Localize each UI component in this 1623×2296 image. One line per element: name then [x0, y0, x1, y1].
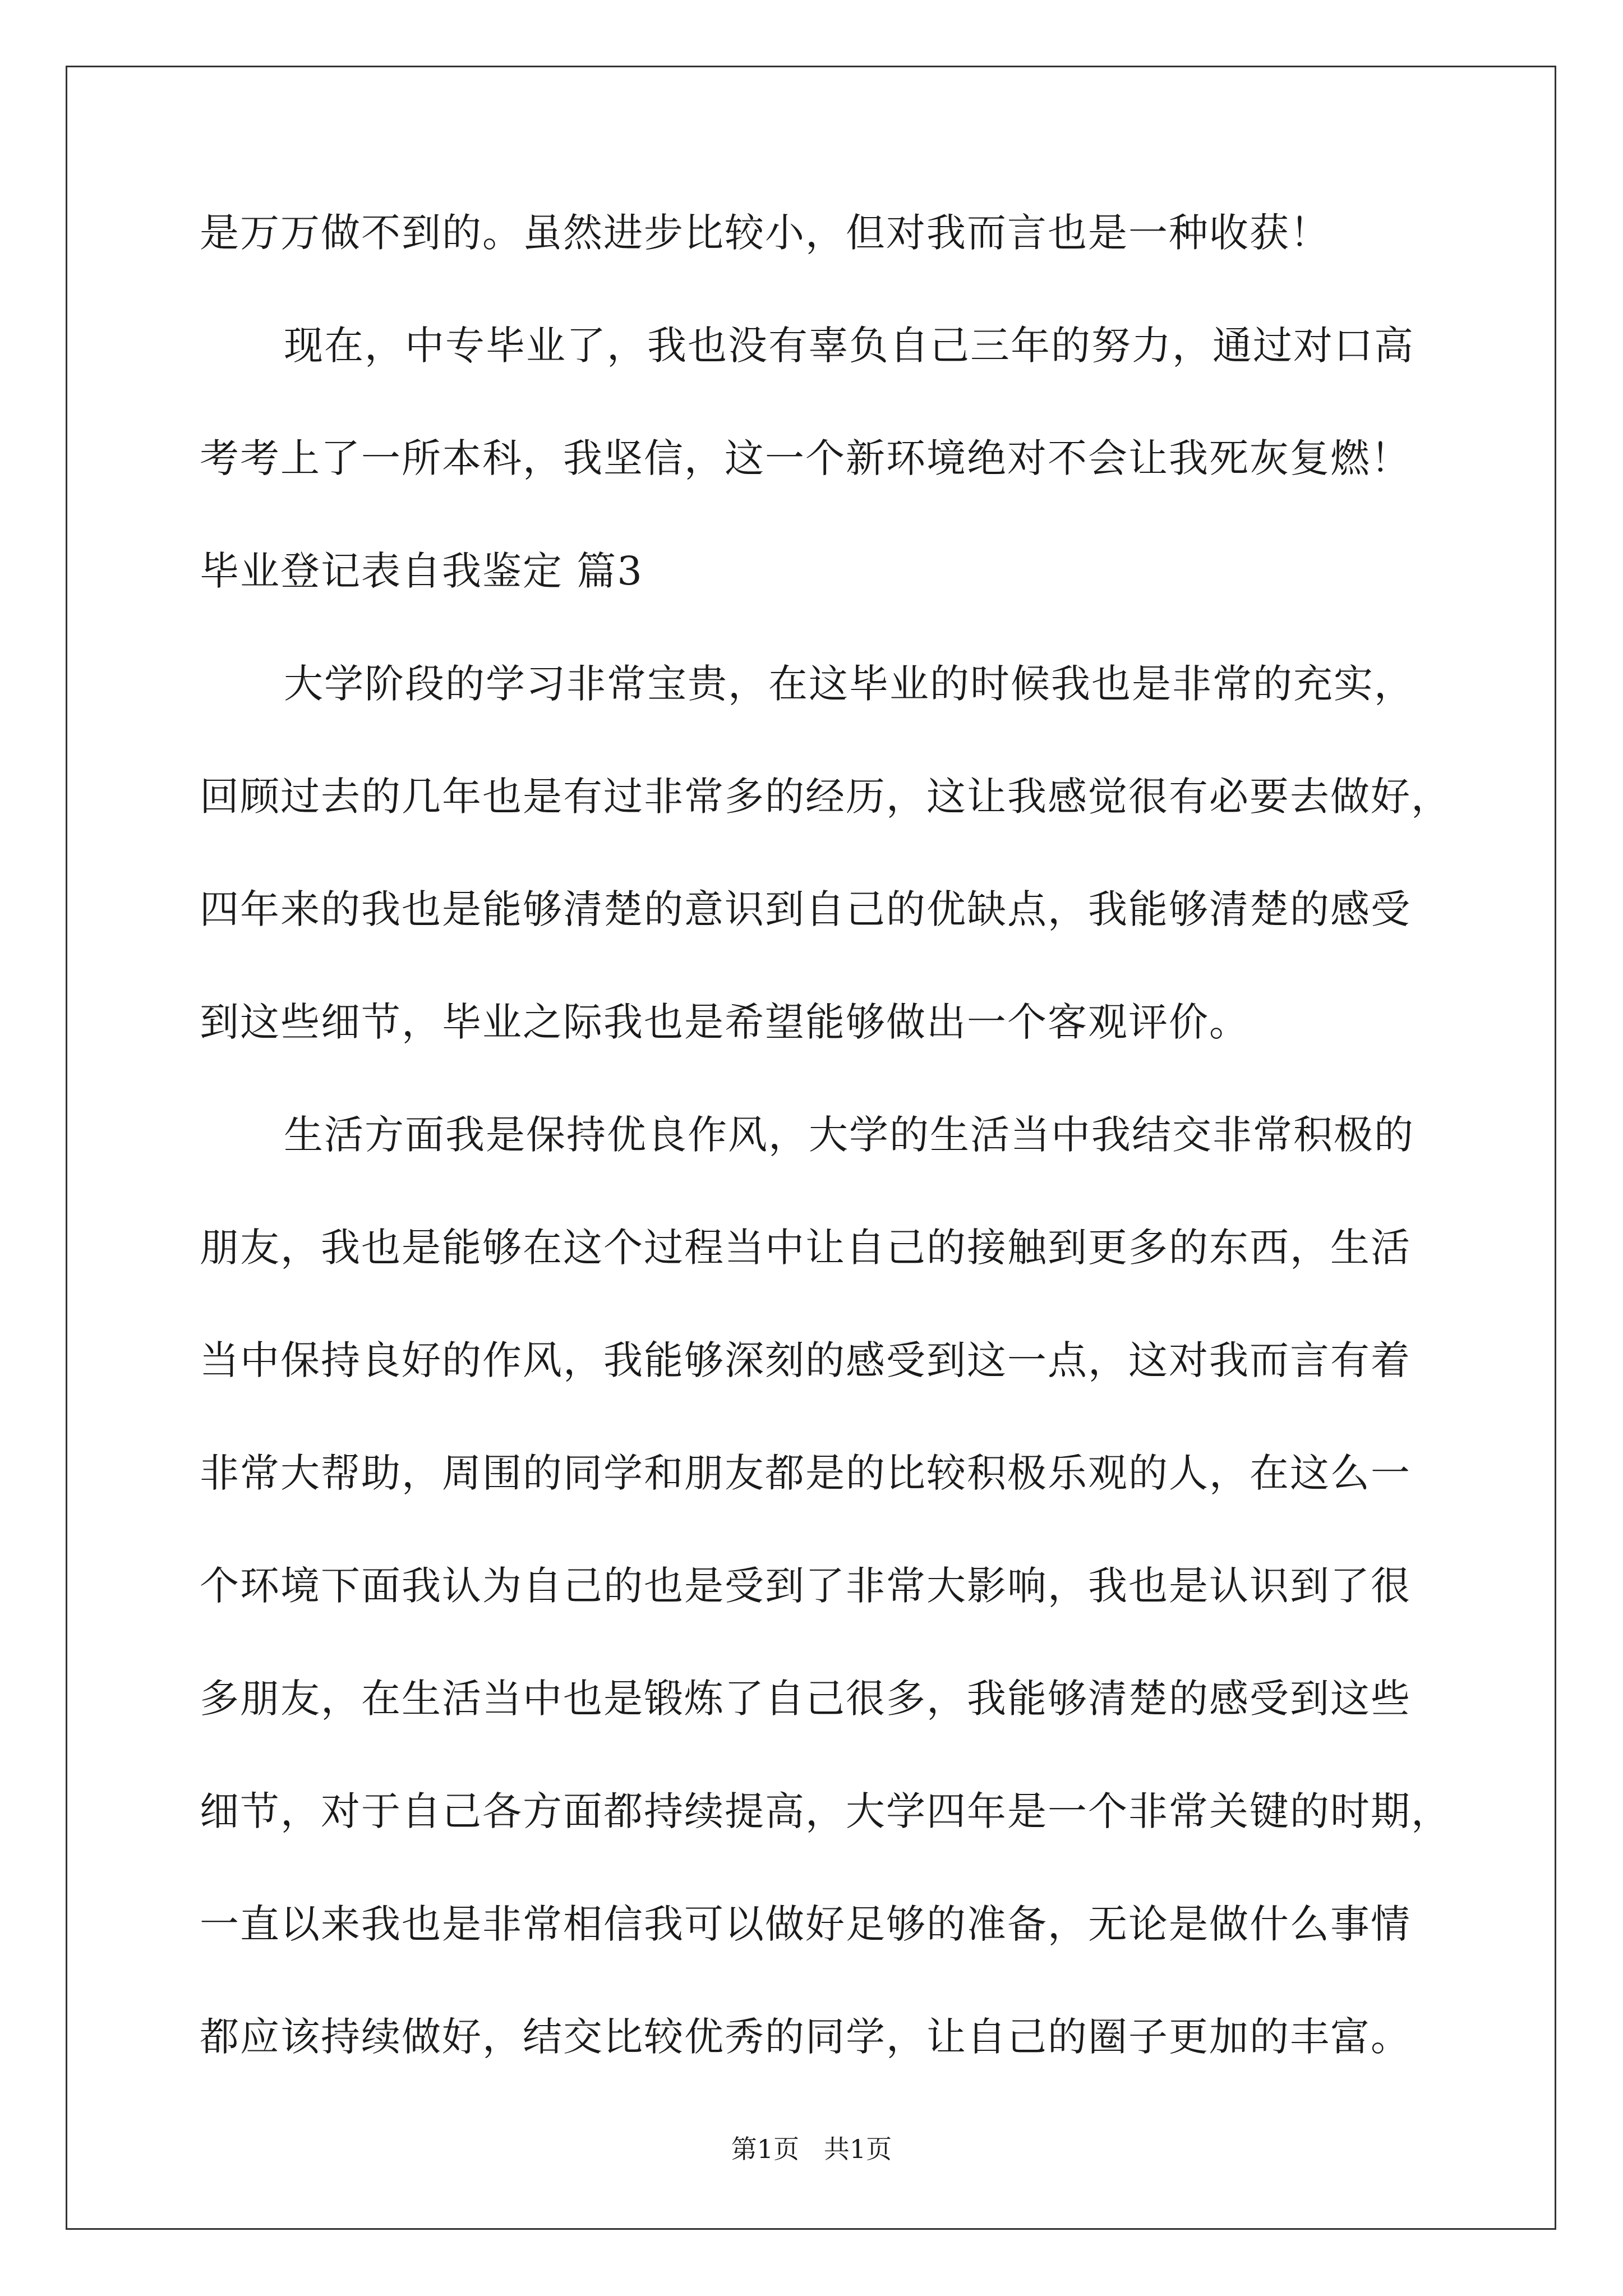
text-line: 是万万做不到的。虽然进步比较小，但对我而言也是一种收获！ — [200, 210, 1330, 256]
text-line: 多朋友，在生活当中也是锻炼了自己很多，我能够清楚的感受到这些 — [200, 1676, 1411, 1722]
text-line: 一直以来我也是非常相信我可以做好足够的准备，无论是做什么事情 — [200, 1901, 1411, 1947]
text-line: 非常大帮助，周围的同学和朋友都是的比较积极乐观的人，在这么一 — [200, 1450, 1411, 1496]
section-heading: 毕业登记表自我鉴定 篇3 — [200, 548, 643, 594]
text-line: 个环境下面我认为自己的也是受到了非常大影响，我也是认识到了很 — [200, 1563, 1411, 1609]
text-line: 到这些细节，毕业之际我也是希望能够做出一个客观评价。 — [200, 999, 1249, 1045]
text-line: 朋友，我也是能够在这个过程当中让自己的接触到更多的东西，生活 — [200, 1225, 1411, 1271]
text-line: 生活方面我是保持优良作风，大学的生活当中我结交非常积极的 — [284, 1112, 1414, 1158]
text-line: 考考上了一所本科，我坚信，这一个新环境绝对不会让我死灰复燃！ — [200, 435, 1411, 481]
page-number-footer: 第1页 共1页 — [731, 2134, 892, 2164]
text-line: 当中保持良好的作风，我能够深刻的感受到这一点，这对我而言有着 — [200, 1337, 1411, 1383]
text-line: 四年来的我也是能够清楚的意识到自己的优缺点，我能够清楚的感受 — [200, 886, 1411, 932]
text-line: 现在，中专毕业了，我也没有辜负自己三年的努力，通过对口高 — [284, 323, 1414, 369]
document-body — [200, 210, 1461, 2130]
text-line: 细节，对于自己各方面都持续提高，大学四年是一个非常关键的时期， — [200, 1788, 1451, 1834]
text-line: 大学阶段的学习非常宝贵，在这毕业的时候我也是非常的充实， — [284, 661, 1414, 707]
text-line: 都应该持续做好，结交比较优秀的同学，让自己的圈子更加的丰富。 — [200, 2014, 1411, 2060]
text-line: 回顾过去的几年也是有过非常多的经历，这让我感觉很有必要去做好， — [200, 774, 1451, 820]
